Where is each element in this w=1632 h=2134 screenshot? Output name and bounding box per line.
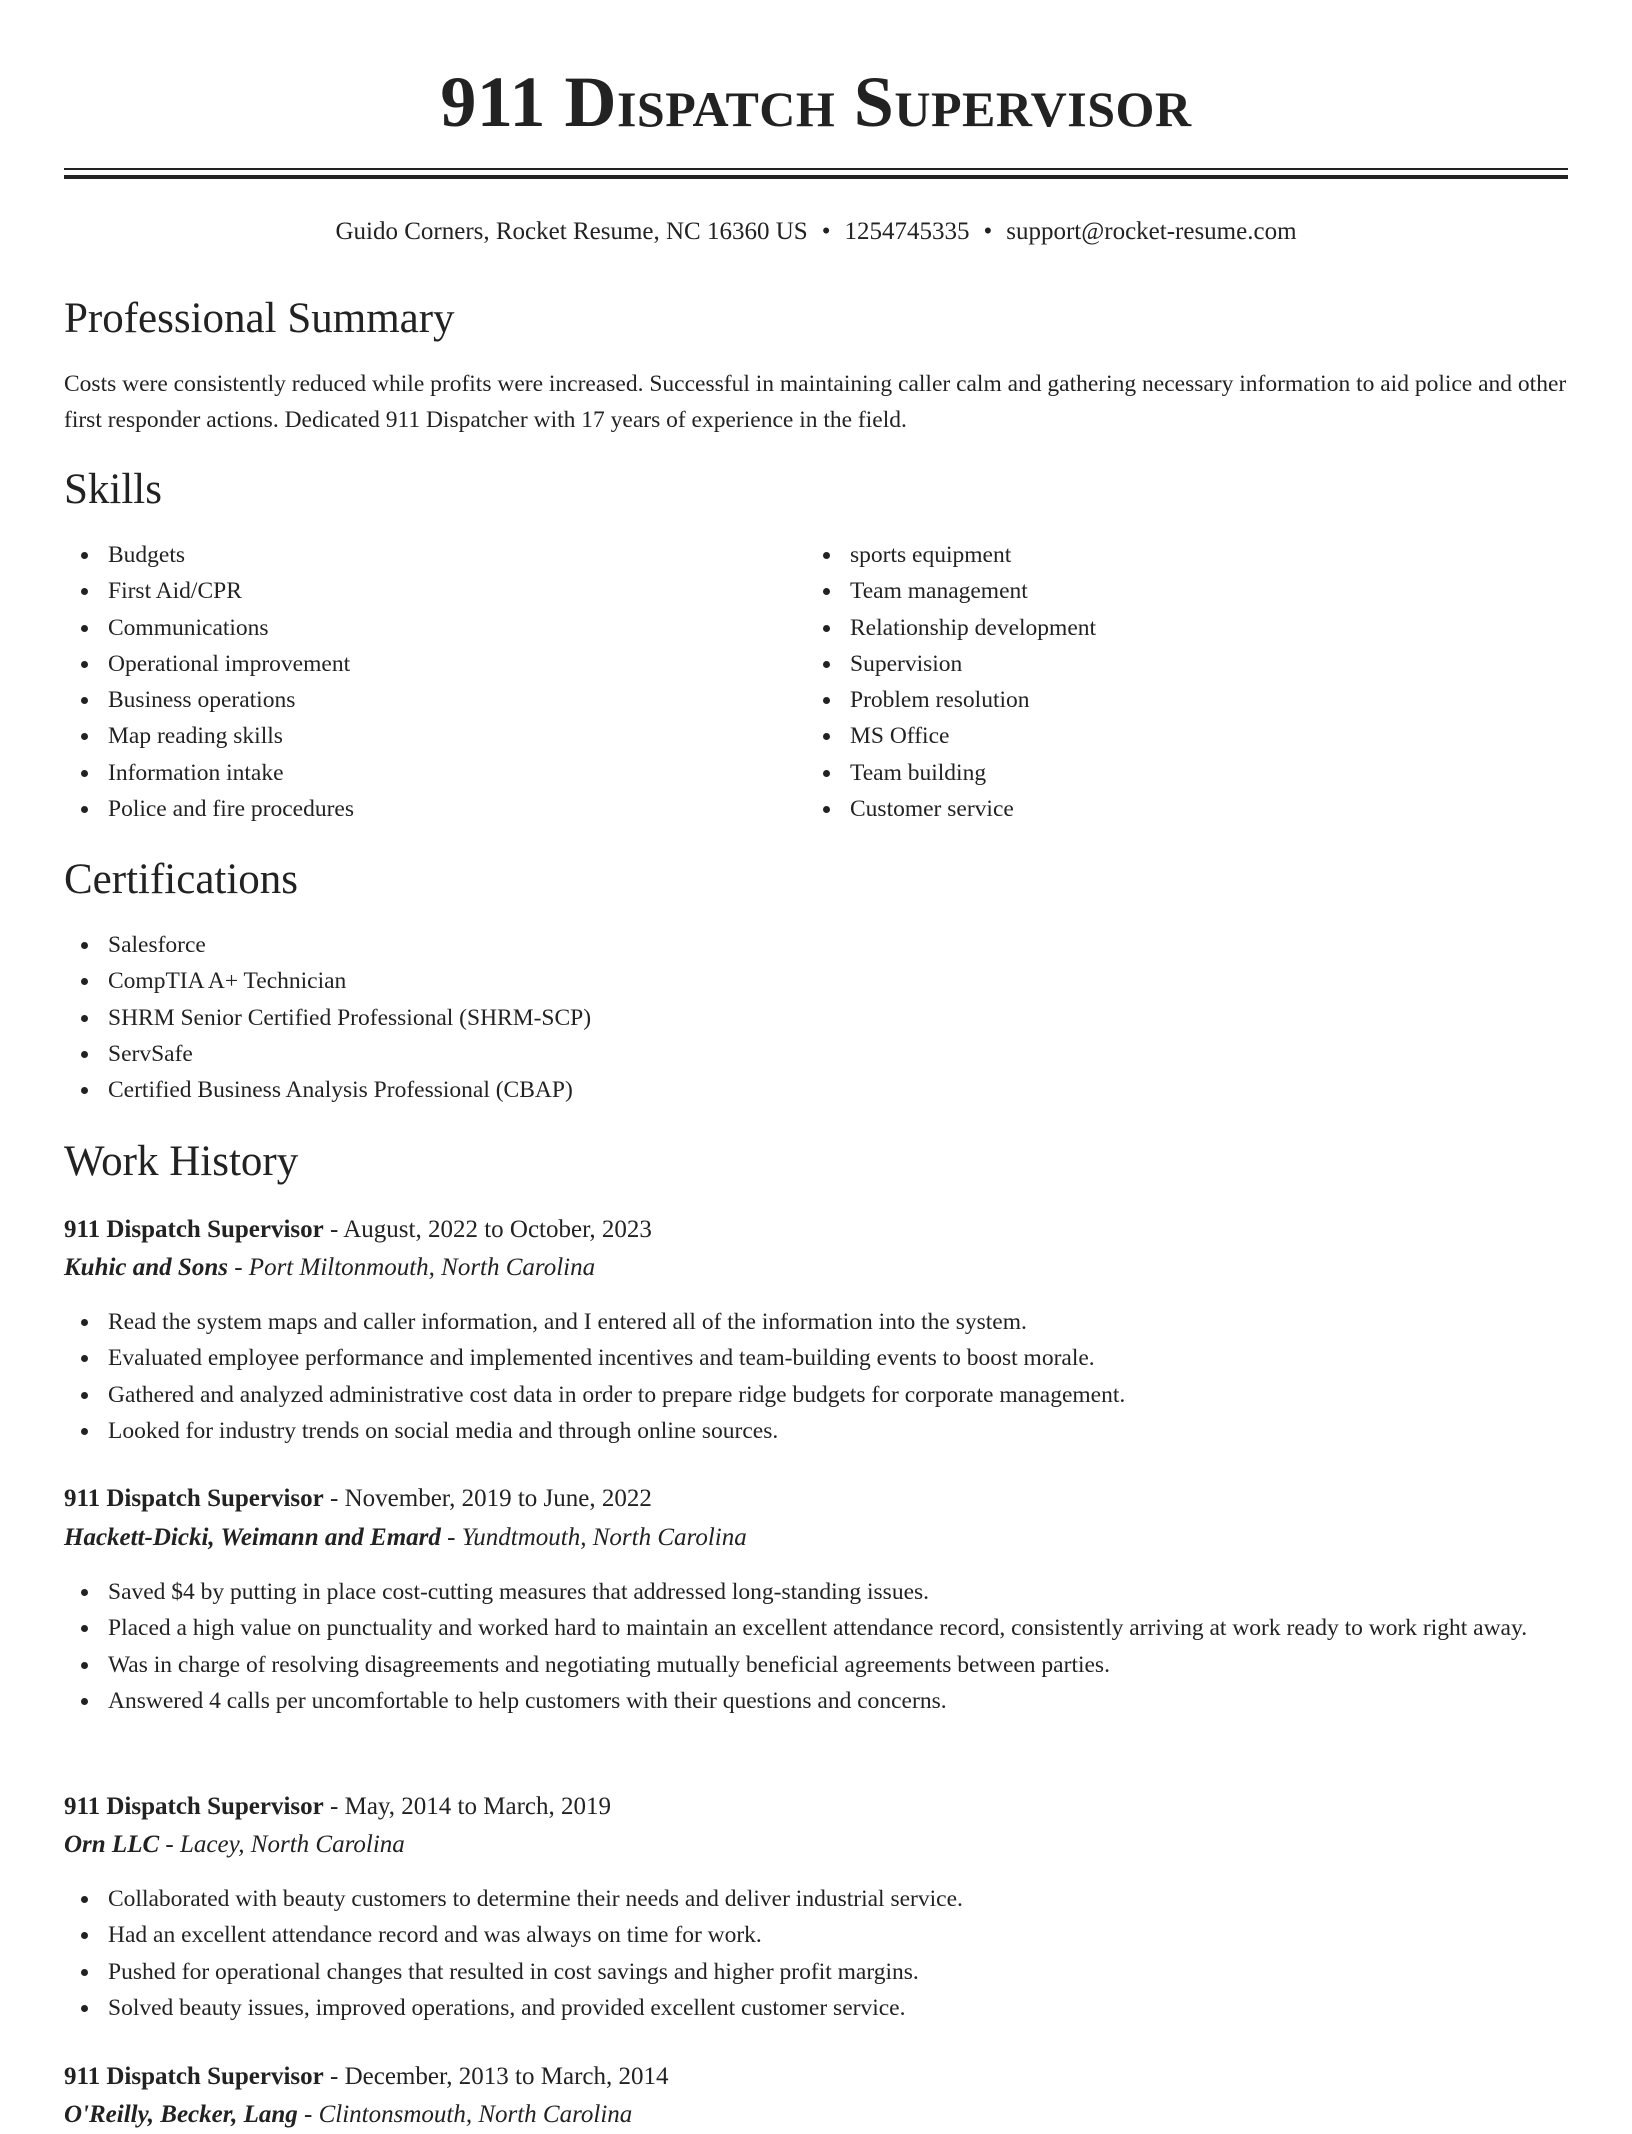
job-dash: - <box>330 1485 339 1512</box>
skills-list-left <box>64 537 764 827</box>
skill-item: Information intake <box>64 755 764 791</box>
certification-item: Certified Business Analysis Professional (CBAP) <box>64 1072 1568 1108</box>
skills-heading: Skills <box>64 466 162 513</box>
employer-name: O'Reilly, Becker, Lang <box>64 2101 298 2128</box>
skill-item: Police and fire procedures <box>64 791 764 827</box>
contact-email: support@rocket-resume.com <box>1006 218 1297 245</box>
job-title-line <box>64 2058 669 2096</box>
certification-item: Salesforce <box>64 927 1568 963</box>
employer-line <box>64 1249 595 1287</box>
job-dash: - <box>330 2063 339 2090</box>
skill-item: Customer service <box>806 791 1506 827</box>
skill-item: Relationship development <box>806 610 1506 646</box>
job-bullet: Answered 4 calls per uncomfortable to help customers with their questions and concerns. <box>64 1683 1568 1719</box>
summary-heading: Professional Summary <box>64 295 455 342</box>
job-bullet: Collaborated with beauty customers to determine their needs and deliver industrial service. <box>64 1881 1568 1917</box>
employer-name: Hackett-Dicki, Weimann and Emard <box>64 1524 441 1551</box>
job-dash: - <box>330 1216 339 1243</box>
employer-line <box>64 1826 405 1864</box>
job-bullet: Was in charge of resolving disagreements and negotiating mutually beneficial agreements between parties. <box>64 1647 1568 1683</box>
skill-item: Business operations <box>64 682 764 718</box>
job-bullet: Saved $4 by putting in place cost-cutting measures that addressed long-standing issues. <box>64 1574 1568 1610</box>
job-dates: August, 2022 to October, 2023 <box>343 1216 652 1243</box>
job-dash: - <box>330 1793 339 1820</box>
job-title: 911 Dispatch Supervisor <box>64 1485 324 1512</box>
skills-list-right <box>806 537 1506 827</box>
skill-item: Operational improvement <box>64 646 764 682</box>
job-dates: November, 2019 to June, 2022 <box>344 1485 652 1512</box>
job-bullet: Looked for industry trends on social media and through online sources. <box>64 1413 1568 1449</box>
skill-item: Team management <box>806 573 1506 609</box>
summary-text: Costs were consistently reduced while profits were increased. Successful in maintaining caller calm and gathering necessary information to aid police and other first responder actions. Dedicated 911 Dispatcher with 17 years of experience in the field. <box>64 371 1567 433</box>
skill-item: sports equipment <box>806 537 1506 573</box>
employer-line <box>64 2096 632 2134</box>
skill-item: Problem resolution <box>806 682 1506 718</box>
certifications-heading: Certifications <box>64 856 299 903</box>
job-bullet: Pushed for operational changes that resulted in cost savings and higher profit margins. <box>64 1954 1568 1990</box>
employer-dash: - <box>304 2101 313 2128</box>
job-dates: May, 2014 to March, 2019 <box>344 1793 611 1820</box>
job-title: 911 Dispatch Supervisor <box>64 1793 324 1820</box>
title-divider-thin <box>64 168 1568 170</box>
employer-dash: - <box>165 1831 174 1858</box>
job-bullet: Evaluated employee performance and implemented incentives and team-building events to boost morale. <box>64 1340 1568 1376</box>
skill-item: Communications <box>64 610 764 646</box>
job-bullet: Read the system maps and caller information, and I entered all of the information into the system. <box>64 1304 1568 1340</box>
job-bullet: Gathered and analyzed administrative cost data in order to prepare ridge budgets for corporate management. <box>64 1377 1568 1413</box>
job-bullets <box>64 1881 1568 2026</box>
employer-location: Lacey, North Carolina <box>179 1831 405 1858</box>
certifications-list <box>64 927 1568 1108</box>
employer-line <box>64 1519 747 1557</box>
job-bullets <box>64 1304 1568 1449</box>
certification-item: CompTIA A+ Technician <box>64 963 1568 999</box>
skill-item: MS Office <box>806 718 1506 754</box>
job-title: 911 Dispatch Supervisor <box>64 2063 324 2090</box>
job-title-line <box>64 1480 652 1518</box>
job-dates: December, 2013 to March, 2014 <box>344 2063 669 2090</box>
employer-dash: - <box>234 1254 243 1281</box>
employer-location: Yundtmouth, North Carolina <box>461 1524 747 1551</box>
title-divider-thick <box>64 175 1568 179</box>
certification-item: ServSafe <box>64 1036 1568 1072</box>
skill-item: Supervision <box>806 646 1506 682</box>
contact-separator: • <box>821 218 831 245</box>
job-title-line <box>64 1788 611 1826</box>
employer-location: Port Miltonmouth, North Carolina <box>248 1254 596 1281</box>
resume-title: 911 Dispatch Supervisor <box>440 62 1192 142</box>
job-bullet: Solved beauty issues, improved operations, and provided excellent customer service. <box>64 1990 1568 2026</box>
job-title: 911 Dispatch Supervisor <box>64 1216 324 1243</box>
work-history-heading: Work History <box>64 1138 299 1185</box>
job-bullets <box>64 1574 1568 1719</box>
contact-phone: 1254745335 <box>844 218 970 245</box>
contact-line <box>64 212 1568 252</box>
employer-name: Kuhic and Sons <box>64 1254 228 1281</box>
job-title-line <box>64 1211 652 1249</box>
skill-item: First Aid/CPR <box>64 573 764 609</box>
employer-name: Orn LLC <box>64 1831 160 1858</box>
job-bullet: Placed a high value on punctuality and worked hard to maintain an excellent attendance record, consistently arriving at work ready to work right away. <box>64 1610 1568 1646</box>
certification-item: SHRM Senior Certified Professional (SHRM-SCP) <box>64 1000 1568 1036</box>
contact-address: Guido Corners, Rocket Resume, NC 16360 US <box>335 218 808 245</box>
skill-item: Budgets <box>64 537 764 573</box>
skill-item: Map reading skills <box>64 718 764 754</box>
job-bullet: Had an excellent attendance record and was always on time for work. <box>64 1917 1568 1953</box>
skill-item: Team building <box>806 755 1506 791</box>
contact-separator: • <box>983 218 993 245</box>
employer-dash: - <box>447 1524 456 1551</box>
employer-location: Clintonsmouth, North Carolina <box>318 2101 633 2128</box>
